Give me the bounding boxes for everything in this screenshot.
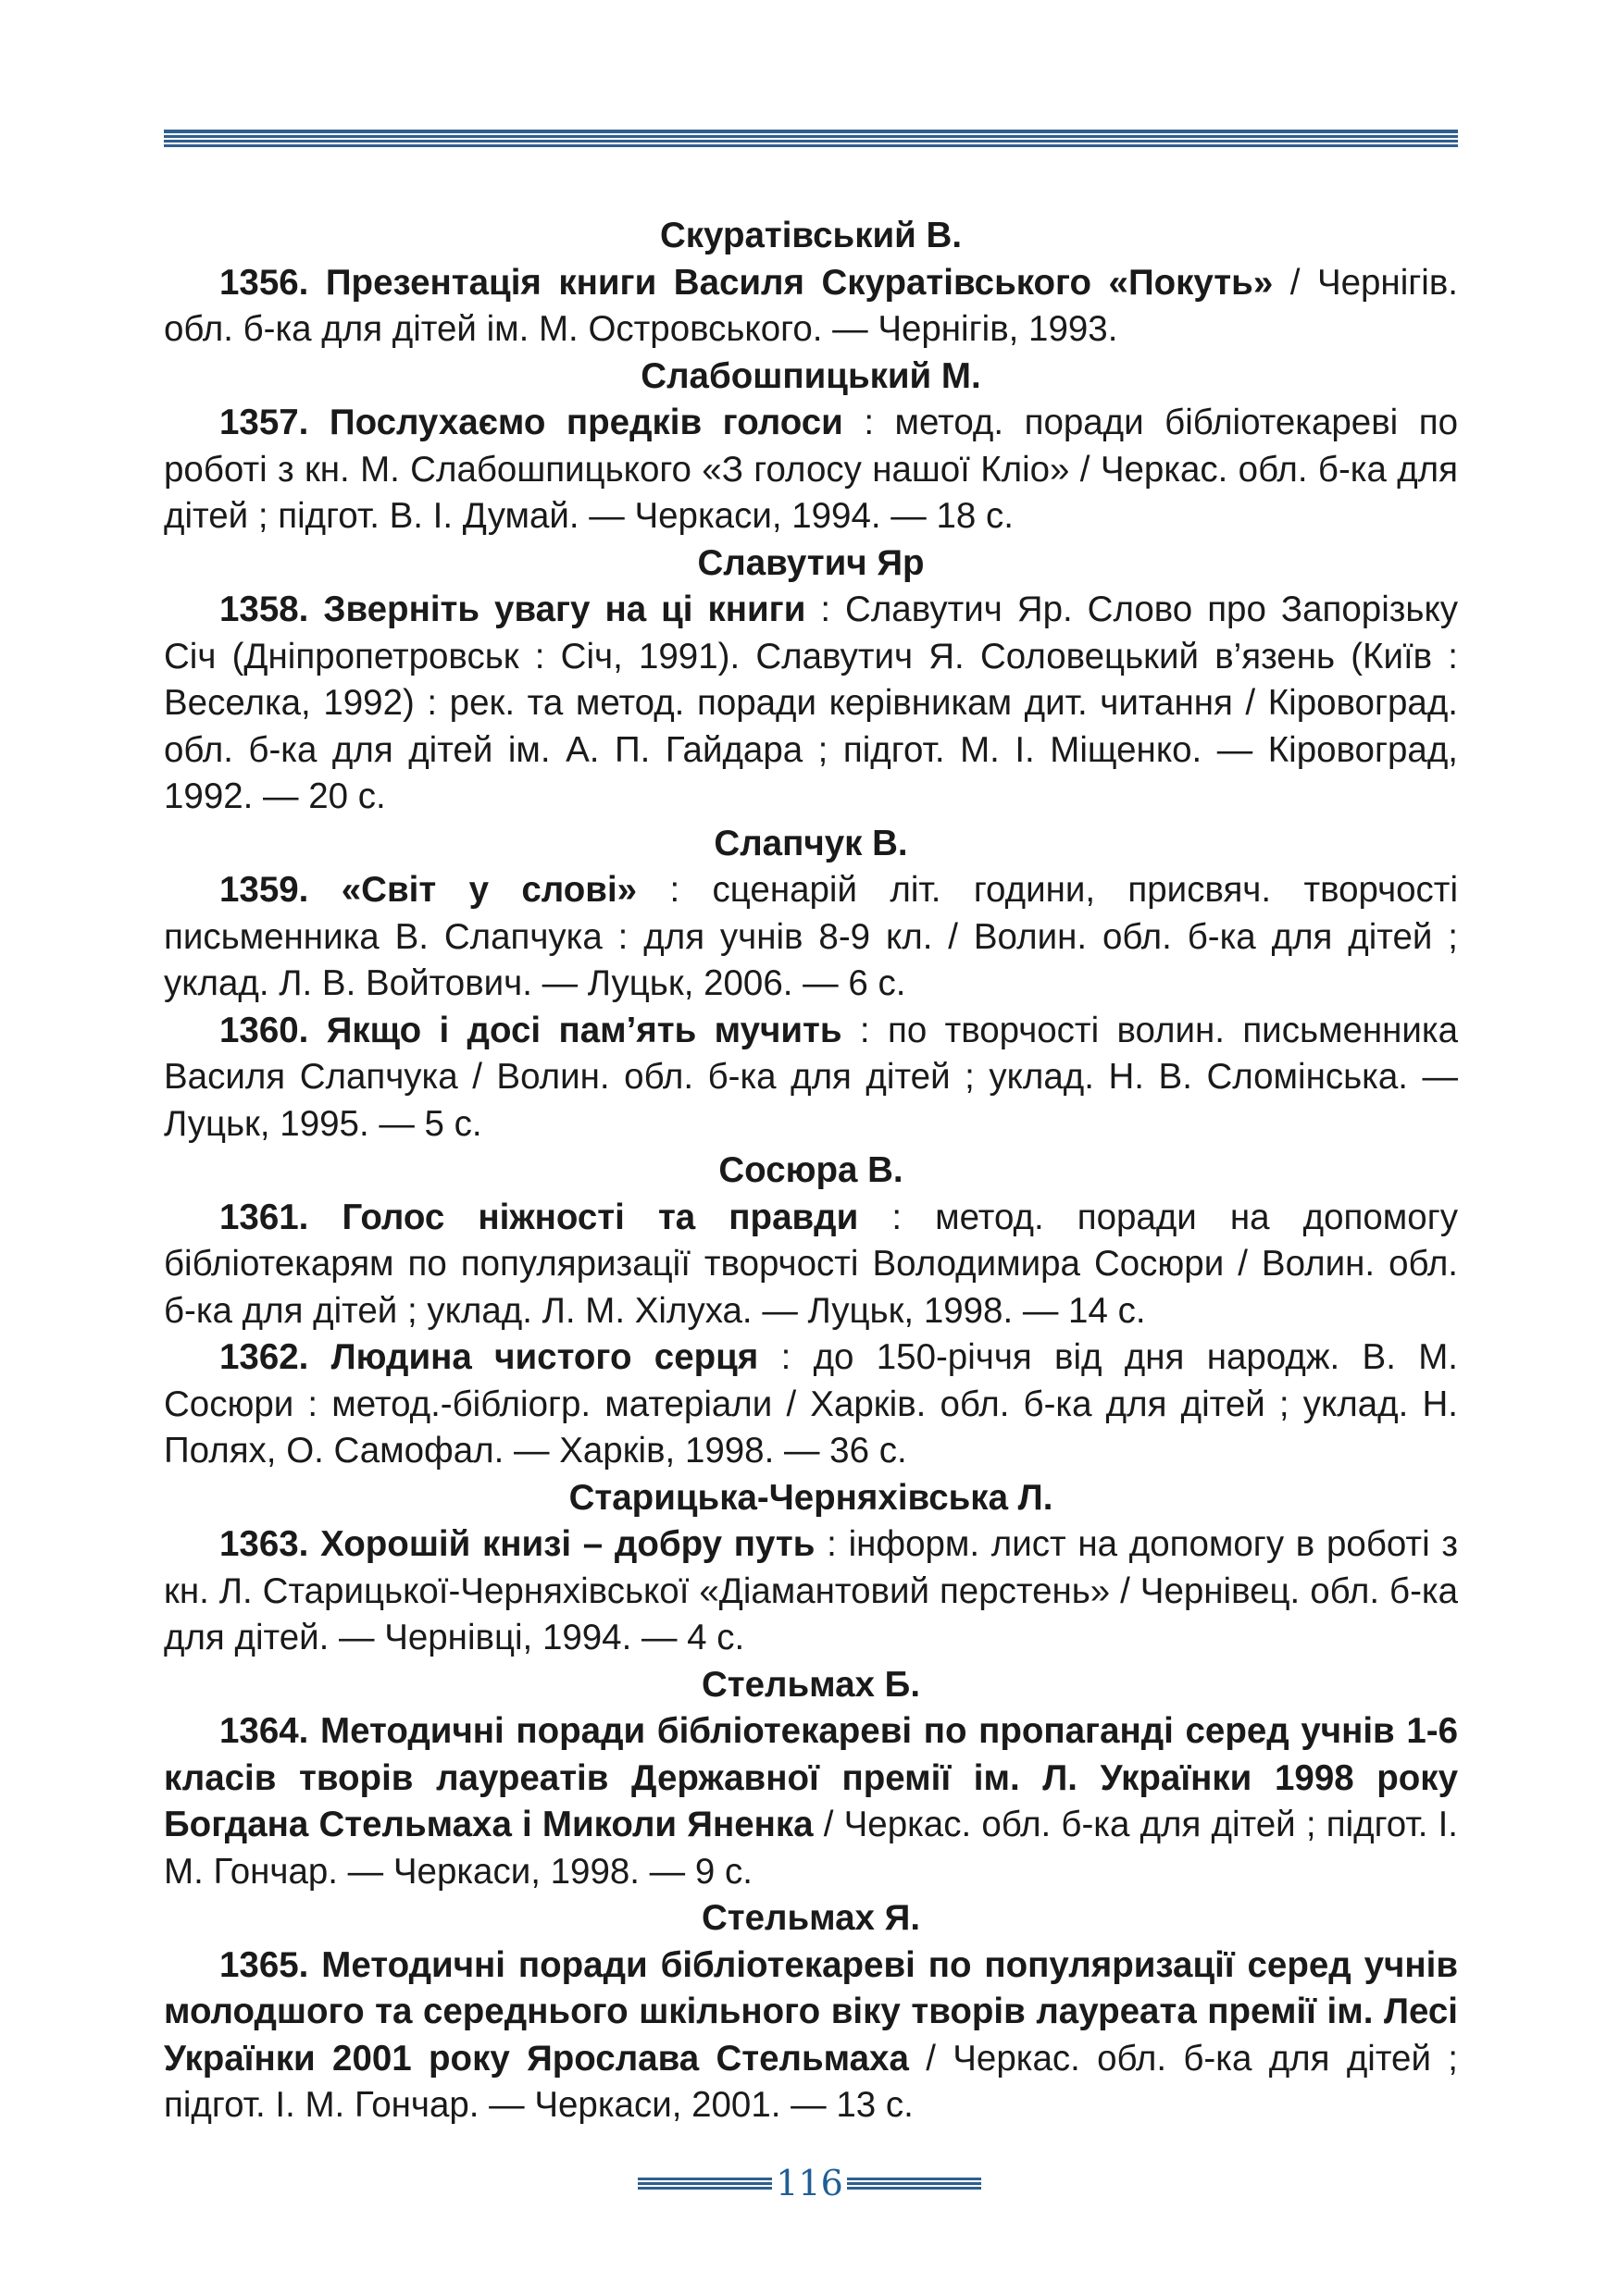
bibliography-entry [164,587,1458,821]
entry-details: : по творчості волин. письменника Василя Слапчука / Волин. обл. б-ка для дітей ; уклад. Н. В. Сломінська. — Луцьк, 1995. — 5 с. [164,1010,1459,1144]
page-number: 116 [776,2163,843,2203]
entry-title: Зверніть увагу на ці книги [323,590,806,629]
entry-title: Голос ніжності та правди [342,1197,859,1237]
entry-title: Послухаємо предків голоси [329,403,843,442]
section-heading: Слабошпицький М. [641,355,981,396]
section-heading: Славутич Яр [697,542,925,583]
bibliography-content [164,213,1458,2129]
entry-title: «Світ у слові» [341,870,638,910]
entry-details: : Славутич Яр. Слово про Запорізьку Січ (Дніпропетровськ : Січ, 1991). Славутич Я. Соловецький в’язень (Київ : Веселка, 1992) : рек. та метод. поради керівникам дит. читання / Кіровоград. обл. б-ка для дітей ім. А. П. Гайдара ; підгот. М. І. Міщенко. — Кіровоград, 1992. — 20 с. [164,590,1458,816]
section-heading: Сосюра В. [718,1150,903,1190]
entry-details: : інформ. лист на допомогу в роботі з кн. Л. Старицької-Черняхівської «Діамантовий перстень» / Чернівец. обл. б-ка для дітей. — Чернівці, 1994. — 4 с. [164,1524,1458,1657]
entry-number: 1360. [219,1010,309,1050]
entry-number: 1365. [219,1944,309,1985]
section-heading: Стельмах Я. [701,1898,921,1938]
entry-title: Презентація книги Василя Скуратівського «Покуть» [325,262,1274,303]
bibliography-entry [164,1334,1458,1475]
entry-number: 1358. [219,590,309,629]
entry-title: Якщо і досі пам’ять мучить [326,1010,842,1050]
entry-number: 1357. [219,403,309,442]
entry-number: 1356. [219,262,309,303]
section-heading: Старицька-Черняхівська Л. [568,1477,1053,1518]
entry-details: : сценарій літ. години, присвяч. творчості письменника В. Слапчука : для учнів 8-9 кл. / Волин. обл. б-ка для дітей ; уклад. Л. В. Войтович. — Луцьк, 2006. — 6 с. [164,870,1458,1003]
entry-details: / Черкас. обл. б-ка для дітей ; підгот. І. М. Гончар. — Черкаси, 1998. — 9 с. [164,1805,1458,1892]
top-decorative-rule [164,130,1458,146]
entry-details: : до 150-річчя від дня народж. В. М. Сосюри : метод.-бібліогр. матеріали / Харків. обл. б-ка для дітей ; уклад. Н. Полях, О. Самофал. — Харків, 1998. — 36 с. [164,1337,1459,1471]
bibliography-entry [164,400,1458,540]
entry-title: Людина чистого серця [330,1337,759,1377]
entry-number: 1362. [219,1337,309,1377]
section-heading: Слапчук В. [714,823,908,863]
section-heading: Скуратівський В. [659,216,963,255]
bibliography-entry [164,1708,1458,1895]
bibliography-entry [164,1942,1458,2129]
entry-title: Методичні поради бібліотекареві по пропаганді серед учнів 1-6 класів творів лауреатів Державної премії ім. Л. Українки 1998 року Богдана Стельмаха і Миколи Яненка [164,1711,1458,1844]
entry-title: Хорошій книзі – добру путь [320,1524,816,1564]
entry-details: / Чернігів. обл. б-ка для дітей ім. М. Островського. — Чернігів, 1993. [164,262,1458,349]
entry-number: 1363. [219,1524,309,1564]
bibliography-entry [164,1195,1458,1335]
bibliography-entry [164,1521,1458,1662]
bibliography-entry [164,260,1458,354]
entry-details: : метод. поради бібліотекареві по роботі з кн. М. Слабошпицького «З голосу нашої Кліо» / Черкас. обл. б-ка для дітей ; підгот. В. І. Думай. — Черкаси, 1994. — 18 с. [164,403,1459,536]
entry-number: 1361. [219,1197,309,1237]
bibliography-entry [164,867,1458,1008]
entry-details: : метод. поради на допомогу бібліотекарям по популяризації творчості Володимира Сосюри / Волин. обл. б-ка для дітей ; уклад. Л. М. Хілуха. — Луцьк, 1998. — 14 с. [164,1197,1458,1331]
entry-details: / Черкас. обл. б-ка для дітей ; підгот. І. М. Гончар. — Черкаси, 2001. — 13 с. [164,2038,1458,2125]
page-footer [0,2162,1619,2204]
bibliography-entry [164,1008,1458,1148]
entry-title: Методичні поради бібліотекареві по популяризації серед учнів молодшого та середнього шкільного віку творів лауреата премії ім. Лесі Українки 2001 року Ярослава Стельмаха [164,1944,1458,2079]
entry-number: 1359. [219,870,309,910]
section-heading: Стельмах Б. [701,1664,921,1705]
entry-number: 1364. [219,1711,309,1751]
footer-rule-right [847,2176,981,2191]
footer-rule-left [638,2176,772,2191]
